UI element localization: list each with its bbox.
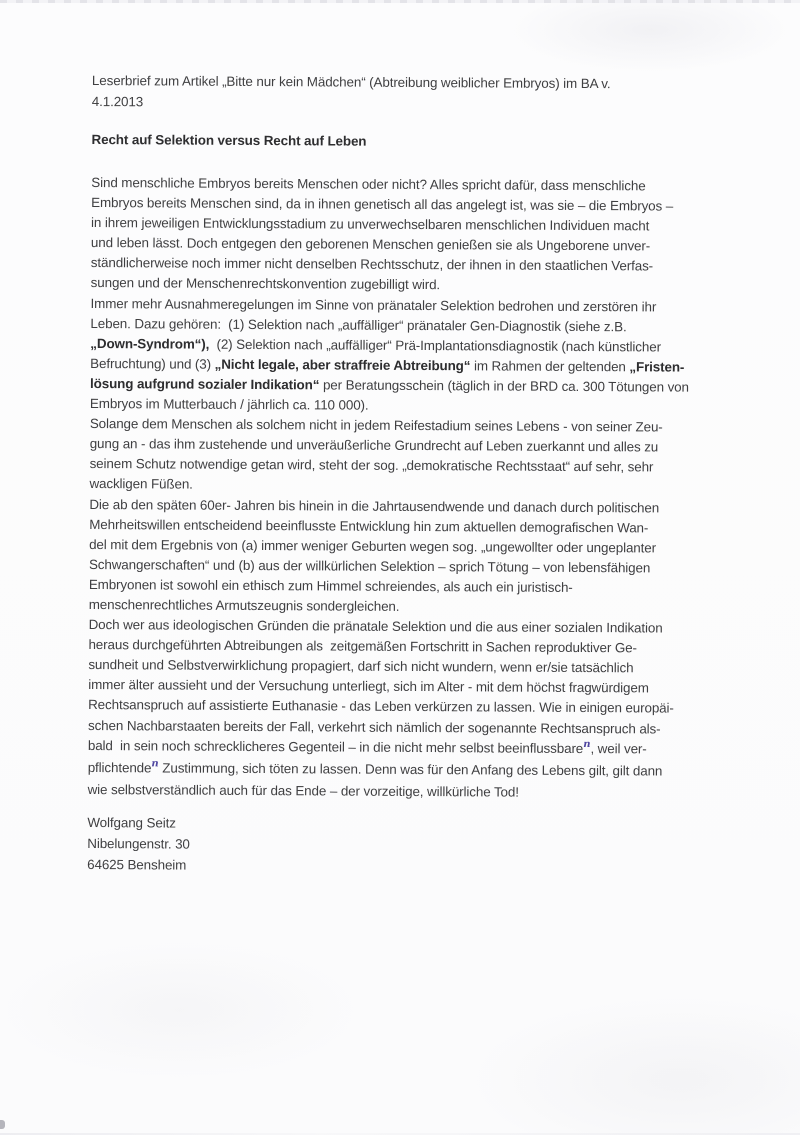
text-run: , weil ver- [590, 740, 647, 757]
text-run: (2) Selektion nach „auffälliger“ Prä-Implantationsdiagnostik (nach künstlicher [209, 336, 662, 355]
text-run: Die ab den späten 60er- Jahren bis hinein in die Jahrtausendwende und danach durch politischen [89, 496, 660, 515]
text-run: gung an - das ihm zustehende und unveräußerliche Grundrecht auf Leben zuerkannt und alles zu [89, 436, 659, 455]
text-run: immer älter aussieht und der Versuchung unterliegt, sich im Alter - mit dem höchst fragwürdigem [88, 677, 649, 696]
text-run: sungen und der Menschenrechtskonvention zugebilligt wird. [90, 275, 441, 293]
signature-block [87, 812, 747, 879]
handwritten-insertion: n [151, 758, 159, 770]
bold-phrase: „Nicht legale, aber straffreie Abtreibung“ [214, 356, 471, 374]
signature-line: 64625 Bensheim [87, 856, 187, 873]
text-run: Embryos im Mutterbauch / jährlich ca. 110 000). [89, 396, 369, 413]
text-run: heraus durchgeführten Abtreibungen als zeitgemäßen Fortschritt in Sachen reproduktiver Ge- [88, 637, 637, 656]
text-run: menschenrechtliches Armutszeugnis sondergleichen. [88, 596, 400, 614]
text-run: Befruchtung) und (3) [90, 355, 215, 372]
text-run: del mit dem Ergebnis von (a) immer weniger Geburten wegen sog. „ungewollter oder ungeplanter [89, 536, 657, 556]
bold-phrase: lösung aufgrund sozialer Indikation“ [90, 375, 320, 393]
letter-body [88, 173, 752, 804]
bold-phrase: „Fristen- [629, 359, 685, 375]
text-run: Rechtsanspruch auf assistierte Euthanasie - das Leben verkürzen zu lassen. Wie in einigen europäi- [88, 697, 674, 717]
text-run: Mehrheitswillen entscheidend beeinflusste Entwicklung hin zum aktuellen demografischen Wan- [89, 516, 649, 536]
text-run: in ihrem jeweiligen Entwicklungsstadium zu unverwechselbaren menschlichen Individuen macht [91, 215, 650, 234]
signature-line: Nibelungenstr. 30 [87, 835, 190, 852]
text-run: pflichtende [87, 759, 152, 776]
text-run: ständlicherweise noch immer nicht denselben Rechtsschutz, der ihnen in den staatlichen Verfas- [90, 255, 654, 274]
text-run: wie selbstverständlich auch für das Ende – der vorzeitige, willkürliche Tod! [87, 781, 519, 800]
text-run: im Rahmen der geltenden [470, 358, 630, 375]
bold-phrase: „Down-Syndrom“), [90, 335, 210, 352]
text-run: Embryonen ist sowohl ein ethisch zum Himmel schreiendes, als auch ein juristisch- [88, 576, 573, 595]
letter-title: Recht auf Selektion versus Recht auf Leben [91, 131, 367, 149]
text-run: Schwangerschaften“ und (b) aus der willkürlichen Selektion – sprich Tötung – von lebensfähigen [88, 556, 651, 576]
text-run: und leben lässt. Doch entgegen den geborenen Menschen genießen sie als Ungeborene unver- [90, 235, 651, 254]
text-run: schen Nachbarstaaten bereits der Fall, verkehrt sich nämlich der sogenannte Rechtsanspruch als- [87, 717, 661, 737]
text-run: Sind menschliche Embryos bereits Menschen oder nicht? Alles spricht dafür, dass menschliche [91, 174, 646, 194]
signature-line: Wolfgang Seitz [87, 814, 176, 831]
text-run: seinem Schutz notwendige getan wird, steht der sog. „demokratische Rechtsstaat“ auf sehr, sehr [89, 456, 654, 475]
letter-content [87, 70, 752, 879]
text-run: Leben. Dazu gehören: (1) Selektion nach „auffälliger“ pränataler Gen-Diagnostik (siehe z.B. [90, 315, 627, 334]
text-run: Immer mehr Ausnahmeregelungen im Sinne von pränataler Selektion bedrohen und zerstören ihr [90, 295, 657, 315]
text-run: Zustimmung, sich töten zu lassen. Denn was für den Anfang des Lebens gilt, gilt dann [158, 760, 663, 779]
text-run: Doch wer aus ideologischen Gründen die pränatale Selektion und die aus einer sozialen Indikation [88, 617, 663, 636]
letter-header [92, 70, 752, 116]
body-line [88, 780, 748, 804]
text-run: sundheit und Selbstverwirklichung propagiert, darf sich nicht wundern, wenn er/sie tatsächlich [88, 657, 634, 676]
text-run: Solange dem Menschen als solchem nicht in jedem Reifestadium seines Lebens - von seiner Zeu- [89, 416, 663, 435]
header-line: 4.1.2013 [91, 93, 144, 110]
text-run: bald in sein noch schrecklicheres Gegenteil – in die nicht mehr selbst beeinflussbare [87, 737, 584, 756]
handwritten-insertion: n [583, 738, 591, 750]
header-line: Leserbrief zum Artikel „Bitte nur kein Mädchen“ (Abtreibung weiblicher Embryos) im BA v. [91, 72, 611, 92]
text-run: per Beratungsschein (täglich in der BRD ca. 300 Tötungen von [319, 377, 689, 395]
scan-artifact-speck [0, 1120, 5, 1129]
text-run: wackligen Füßen. [89, 476, 193, 493]
text-run: Embryos bereits Menschen sind, da in ihnen genetisch all das angelegt ist, was sie – die Embryos – [91, 195, 674, 214]
